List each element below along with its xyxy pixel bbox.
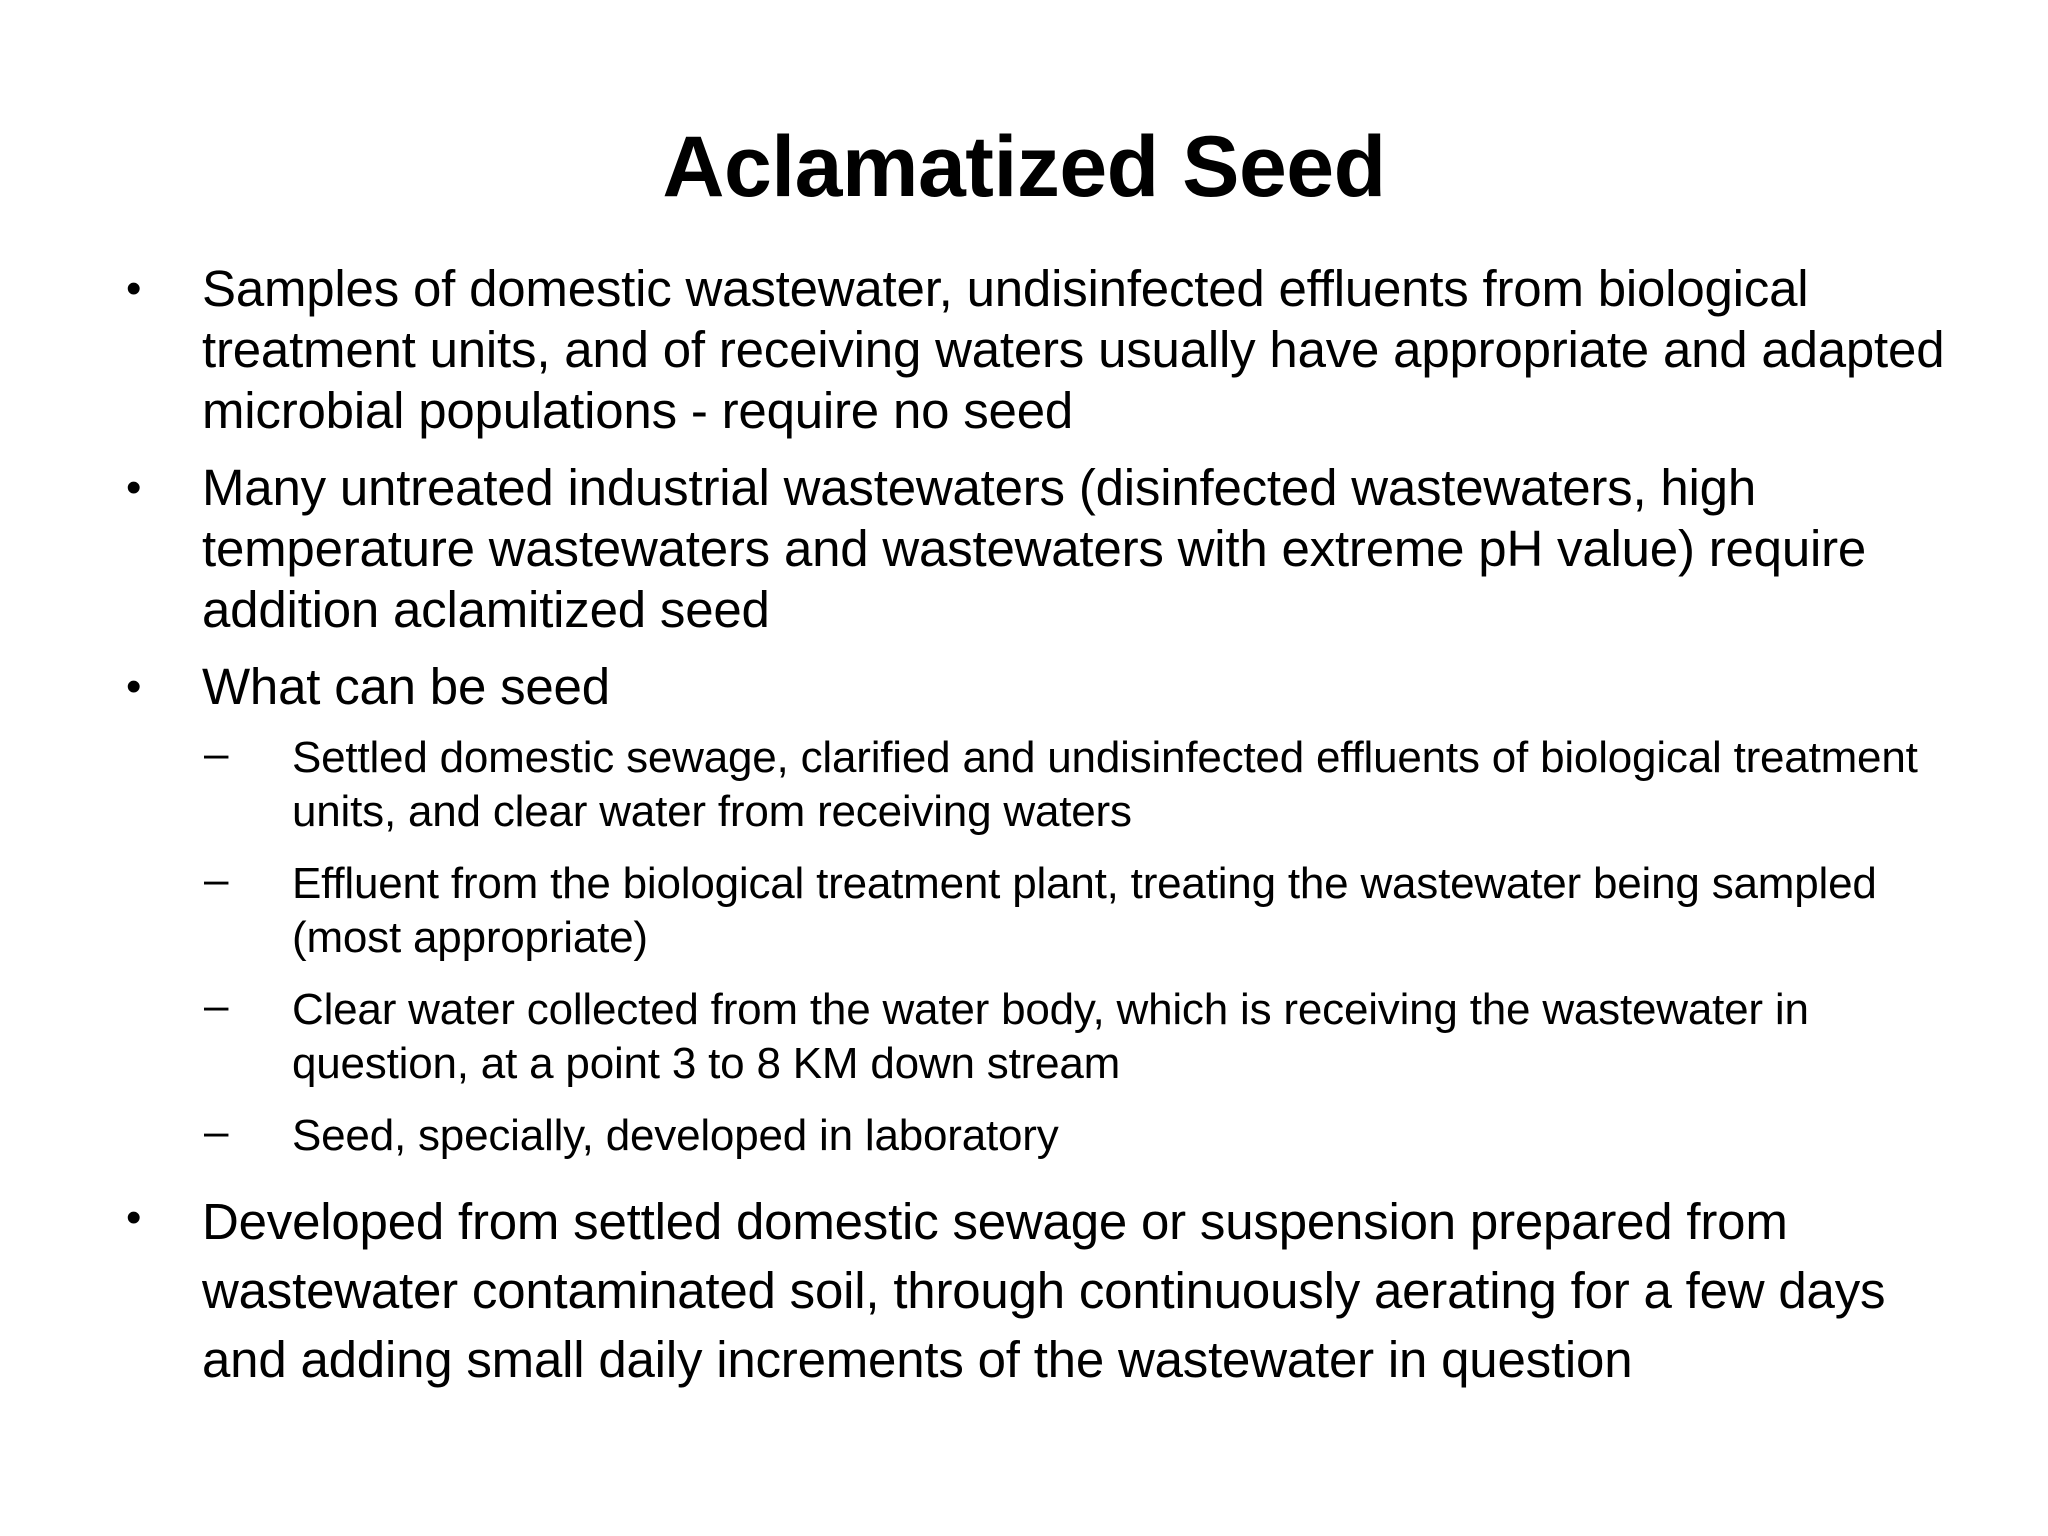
bullet-text: Many untreated industrial wastewaters (disinfected wastewaters, high temperature wastewaters and wastewaters with extreme pH value) require addition aclamitized seed: [202, 459, 1867, 638]
bullet-item: [120, 457, 1980, 640]
sub-bullet-item: [202, 983, 1980, 1091]
sub-bullet-text: Seed, specially, developed in laboratory: [292, 1111, 1059, 1160]
bullet-item: [120, 656, 1980, 717]
bullet-text: What can be seed: [202, 658, 610, 715]
sub-bullet-list: [120, 731, 1980, 1163]
slide-title: Aclamatized Seed: [662, 119, 1386, 215]
bullet-marker: •: [126, 662, 142, 711]
bullet-item: [120, 258, 1980, 441]
bullet-marker: •: [126, 463, 142, 512]
dash-marker: –: [204, 729, 229, 778]
sub-bullet-item: [202, 731, 1980, 839]
bullet-marker: •: [126, 264, 142, 313]
bullet-marker: •: [126, 1193, 142, 1242]
bullet-item: [120, 1187, 1980, 1394]
sub-bullet-text: Effluent from the biological treatment plant, treating the wastewater being sampled (most appropriate): [292, 859, 1877, 962]
sub-bullet-text: Clear water collected from the water body, which is receiving the wastewater in question, at a point 3 to 8 KM down stream: [292, 985, 1809, 1088]
sub-bullet-text: Settled domestic sewage, clarified and undisinfected effluents of biological treatment units, and clear water from receiving waters: [292, 733, 1918, 836]
sub-bullet-item: [202, 857, 1980, 965]
dash-marker: –: [204, 855, 229, 904]
bullet-text: Samples of domestic wastewater, undisinfected effluents from biological treatment units, and of receiving waters usually have appropriate and adapted microbial populations - require no seed: [202, 260, 1945, 439]
sub-bullet-item: [202, 1109, 1980, 1163]
dash-marker: –: [204, 981, 229, 1030]
bullet-text: Developed from settled domestic sewage or suspension prepared from wastewater contaminated soil, through continuously aerating for a few days and adding small daily increments of the wastewater in question: [202, 1193, 1886, 1388]
slide-content: [120, 258, 1980, 1410]
dash-marker: –: [204, 1107, 229, 1156]
